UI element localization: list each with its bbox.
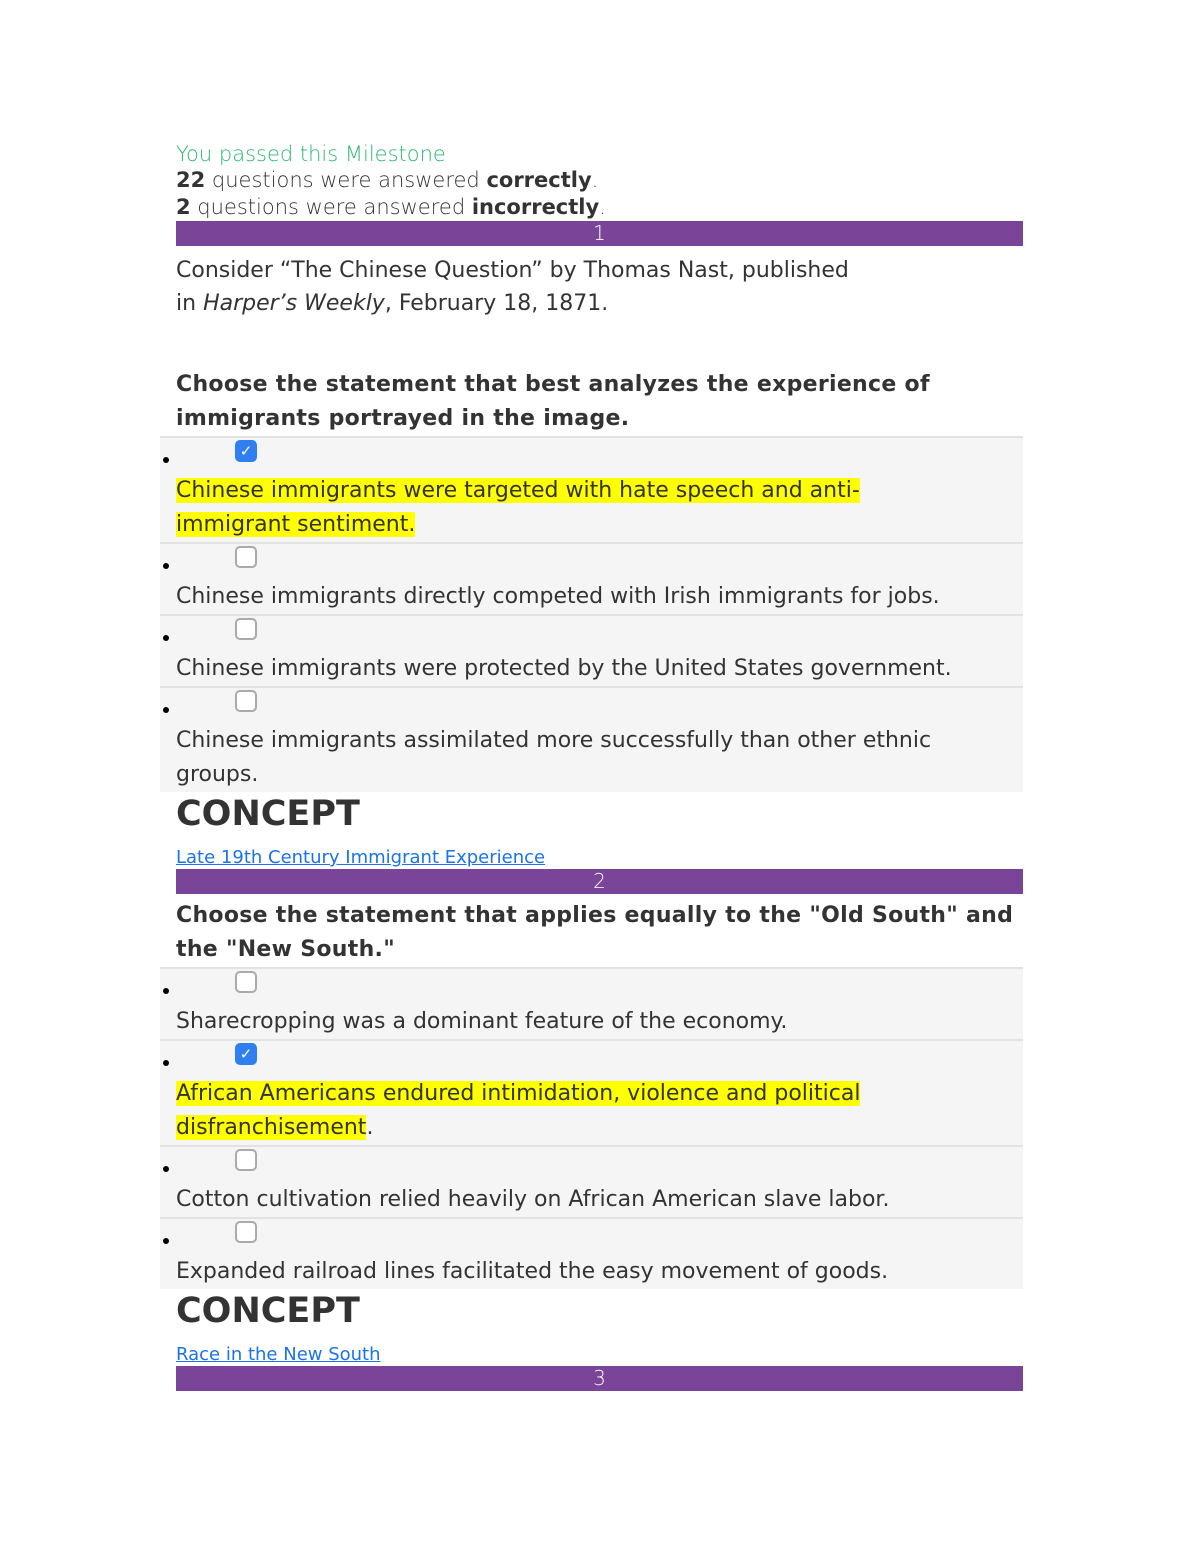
checkbox[interactable] xyxy=(235,546,257,568)
correct-word: correctly xyxy=(486,168,592,192)
option-text: Chinese immigrants were protected by the United States government. xyxy=(176,656,952,681)
checkbox[interactable] xyxy=(235,618,257,640)
checkbox[interactable] xyxy=(235,971,257,993)
bullet-icon xyxy=(163,1166,169,1172)
question-text: Choose the statement that applies equally to the "Old South" and the "New South." xyxy=(176,903,1014,962)
bullet-icon xyxy=(163,457,169,463)
bullet-icon xyxy=(163,563,169,569)
bullet-icon xyxy=(163,1238,169,1244)
passed-message: You passed this Milestone xyxy=(176,142,446,166)
period: . xyxy=(599,195,606,219)
answer-option[interactable] xyxy=(160,614,1023,686)
incorrect-word: incorrectly xyxy=(471,195,600,219)
checkbox[interactable] xyxy=(235,1149,257,1171)
incorrect-text: questions were answered xyxy=(190,195,472,219)
answer-option[interactable] xyxy=(160,1039,1023,1145)
question-number-bar: 3 xyxy=(176,1366,1023,1391)
results-column xyxy=(176,141,1023,1391)
checkbox-checked[interactable]: ✓ xyxy=(235,440,257,462)
question-number-bar: 1 xyxy=(176,221,1023,246)
publication-title: Harper’s Weekly xyxy=(203,291,385,316)
option-text: Expanded railroad lines facilitated the easy movement of goods. xyxy=(176,1259,889,1284)
option-text: Chinese immigrants directly competed with Irish immigrants for jobs. xyxy=(176,584,940,609)
checkbox-checked[interactable]: ✓ xyxy=(235,1043,257,1065)
concept-heading: CONCEPT xyxy=(176,794,360,834)
question-number-bar: 2 xyxy=(176,869,1023,894)
period: . xyxy=(591,168,599,192)
concept-link[interactable]: Late 19th Century Immigrant Experience xyxy=(176,847,546,868)
answer-option[interactable] xyxy=(160,1145,1023,1217)
incorrect-stat xyxy=(176,194,1023,221)
option-text: Chinese immigrants assimilated more successfully than other ethnic groups. xyxy=(176,728,932,787)
prompt-text: , February 18, 1871. xyxy=(384,291,609,316)
incorrect-count: 2 xyxy=(176,195,191,219)
option-text: Chinese immigrants were targeted with hate speech and anti-immigrant sentiment. xyxy=(176,478,860,537)
prompt-text: Consider “The Chinese Question” by Thomas Nast, published xyxy=(176,258,849,283)
answer-option[interactable] xyxy=(160,686,1023,792)
question-text: Choose the statement that best analyzes the experience of immigrants portrayed in the image. xyxy=(176,372,930,431)
bullet-icon xyxy=(163,707,169,713)
option-text: Cotton cultivation relied heavily on African American slave labor. xyxy=(176,1187,890,1212)
bullet-icon xyxy=(163,988,169,994)
bullet-icon xyxy=(163,1060,169,1066)
answer-option[interactable] xyxy=(160,542,1023,614)
checkbox[interactable] xyxy=(235,690,257,712)
checkbox[interactable] xyxy=(235,1221,257,1243)
answer-option[interactable] xyxy=(160,1217,1023,1289)
correct-stat xyxy=(176,167,1023,194)
answer-option[interactable] xyxy=(160,436,1023,542)
option-text: African Americans endured intimidation, violence and political disfranchisement xyxy=(176,1081,861,1140)
prompt-text: in xyxy=(176,291,204,316)
concept-link[interactable]: Race in the New South xyxy=(176,1344,381,1365)
option-text: Sharecropping was a dominant feature of the economy. xyxy=(176,1009,788,1034)
bullet-icon xyxy=(163,635,169,641)
correct-count: 22 xyxy=(176,168,206,192)
correct-text: questions were answered xyxy=(205,168,487,192)
question-prompt xyxy=(176,254,1023,320)
concept-heading: CONCEPT xyxy=(176,1291,360,1331)
option-suffix: . xyxy=(366,1115,374,1140)
answer-option[interactable] xyxy=(160,967,1023,1039)
